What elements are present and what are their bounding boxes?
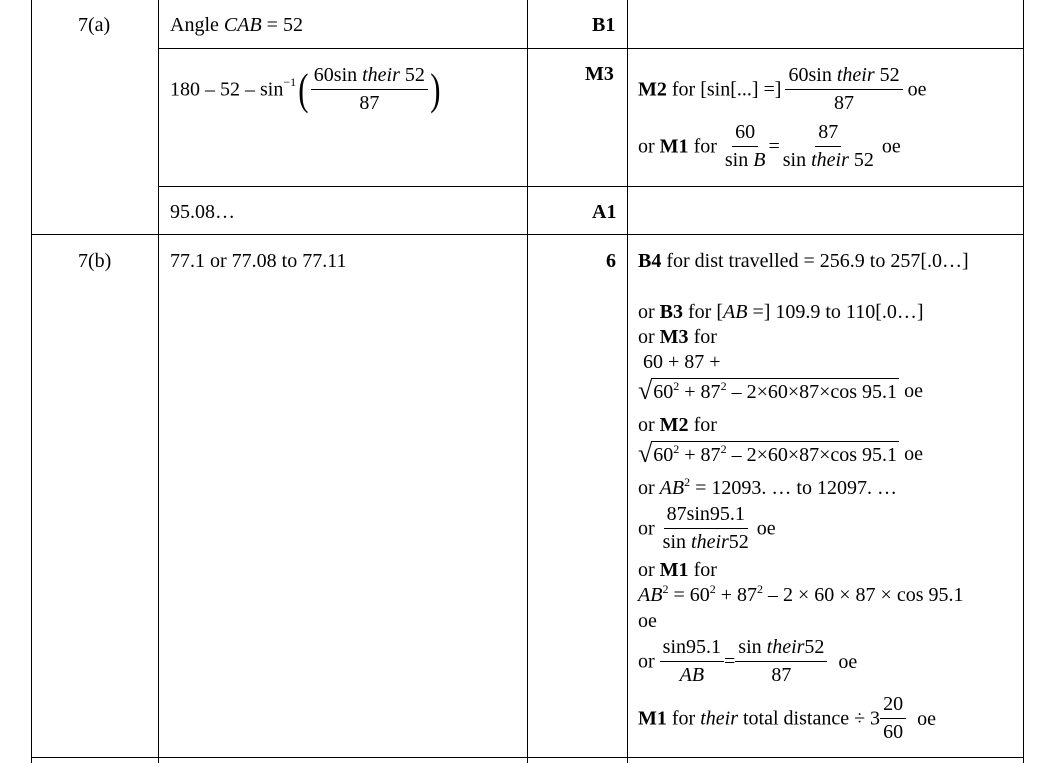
guidance-text: or: [638, 326, 660, 348]
oe-text: oe: [881, 135, 901, 158]
frac-den: 60: [883, 721, 904, 743]
oe-text: oe: [907, 78, 927, 101]
guidance-text: for: [688, 326, 717, 348]
grid-line: [627, 0, 628, 763]
guidance-text: = 60: [668, 584, 710, 606]
sqrt-term: – 2×60×87×cos 95.1: [726, 444, 898, 466]
sqrt-term: + 87: [679, 381, 721, 403]
fraction: [660, 503, 752, 554]
mark-code: M3: [585, 63, 614, 85]
sqrt-term: + 87: [679, 444, 721, 466]
sqrt-term: 60: [653, 381, 674, 403]
frac-num: sin: [738, 636, 767, 658]
frac-num: 87sin95.1: [664, 503, 748, 529]
superscript: 2: [709, 582, 716, 596]
answer-cell: 77.1 or 77.08 to 77.11: [170, 250, 347, 272]
guidance-var: AB: [723, 301, 748, 323]
guidance-text: for dist travelled = 256.9 to 257[.0…]: [661, 250, 969, 272]
superscript: 2: [757, 582, 763, 596]
oe-text: oe: [638, 610, 657, 632]
fraction: [660, 636, 724, 687]
frac-num-their: their: [836, 64, 875, 86]
grid-line: [31, 234, 1024, 235]
frac-num: 60: [732, 121, 758, 147]
fraction: [780, 121, 877, 172]
guidance-line: [638, 441, 923, 467]
guidance-text: + 87: [715, 584, 757, 606]
guidance-text: for: [688, 559, 717, 581]
frac-den-their: their: [811, 149, 849, 171]
guidance-text: or: [638, 517, 655, 540]
bracket: (: [298, 64, 309, 114]
grid-line: [158, 186, 1024, 187]
grid-line: [527, 0, 528, 763]
mark-code: B3: [659, 301, 684, 323]
oe-text: oe: [904, 380, 923, 402]
fraction: [880, 693, 906, 744]
frac-num: sin95.1: [660, 636, 724, 662]
frac-den: sin: [662, 531, 692, 553]
guidance-line: [638, 636, 857, 687]
superscript: 2: [684, 475, 691, 489]
guidance-line: [638, 64, 927, 115]
guidance-text: or: [638, 650, 655, 673]
mark-code: A1: [592, 201, 617, 223]
question-label: 7(a): [78, 14, 111, 36]
guidance-line: [638, 560, 717, 580]
superscript: 2: [673, 442, 680, 456]
superscript: 2: [673, 379, 680, 393]
mark-code: M2: [638, 78, 667, 101]
answer-text: = 52: [261, 14, 303, 36]
equals-sign: =: [724, 650, 736, 673]
grid-line: [158, 48, 1024, 49]
guidance-text: =] 109.9 to 110[.0…]: [747, 301, 924, 323]
sqrt-term: – 2×60×87×cos 95.1: [726, 381, 898, 403]
guidance-var: AB: [638, 584, 663, 606]
frac-den: 87: [834, 92, 855, 114]
question-label: 7(b): [78, 250, 112, 272]
guidance-line: [638, 503, 776, 554]
guidance-text: for: [688, 414, 717, 436]
frac-num: 52: [874, 64, 900, 86]
frac-den-var: B: [753, 149, 766, 171]
equals-sign: =: [768, 135, 780, 158]
superscript: 2: [720, 379, 727, 393]
mark-code: M3: [659, 326, 689, 348]
square-root: √ $60^2 + 87^2 - 2\times 60\times 87\times\cos$ 95.1: [638, 439, 898, 468]
mark-code: M1: [659, 559, 689, 581]
guidance-line: [638, 415, 717, 435]
frac-den: 87: [359, 92, 380, 114]
superscript: 2: [720, 442, 727, 456]
answer-sup: −1: [283, 75, 297, 90]
frac-num: 60sin: [313, 64, 363, 86]
mark-code: M1: [659, 135, 689, 158]
mark-code: 6: [606, 250, 616, 272]
guidance-line: [638, 582, 964, 606]
frac-num: 20: [880, 693, 906, 719]
answer-text: Angle: [170, 14, 224, 36]
sqrt-term: 60: [653, 444, 674, 466]
guidance-line: [638, 475, 897, 499]
guidance-line: 60 + 87 +: [643, 351, 721, 373]
oe-text: oe: [917, 707, 936, 730]
frac-den: sin: [724, 149, 754, 171]
fraction: [311, 64, 428, 115]
guidance-var: AB: [659, 477, 685, 499]
frac-den-their: their: [691, 531, 729, 553]
answer-cell: 95.08…: [170, 201, 235, 223]
frac-den-var: AB: [679, 664, 705, 686]
guidance-line: [638, 251, 969, 271]
mark-code: M1: [638, 707, 667, 730]
mark-code: B4: [638, 250, 662, 272]
answer-cell: [170, 15, 303, 35]
frac-den: 87: [771, 664, 792, 686]
guidance-text: = 12093. … to 12097. …: [690, 477, 897, 499]
guidance-line: [638, 121, 901, 172]
guidance-line: [638, 693, 936, 744]
guidance-line: [638, 327, 717, 347]
fraction: [722, 121, 769, 172]
grid-line: [31, 757, 1024, 758]
guidance-text: total distance ÷ 3: [738, 707, 881, 730]
guidance-line: [638, 378, 923, 404]
oe-text: oe: [756, 517, 776, 540]
frac-den: sin: [782, 149, 812, 171]
grid-line: [158, 0, 159, 763]
guidance-text: for: [666, 707, 701, 730]
guidance-text: – 2 × 60 × 87 × cos 95.1: [763, 584, 964, 606]
fraction: [735, 636, 827, 687]
frac-num-their: their: [362, 64, 400, 86]
bracket: ): [430, 64, 441, 114]
guidance-text: or: [638, 559, 660, 581]
answer-text: 180 – 52 – sin: [170, 78, 284, 101]
guidance-text: or: [638, 301, 660, 323]
answer-cell: [170, 64, 443, 115]
oe-text: oe: [838, 650, 858, 673]
guidance-text: for [sin[...] =]: [666, 78, 782, 101]
superscript: 2: [662, 582, 669, 596]
guidance-text: for: [688, 135, 717, 158]
grid-line: [1023, 0, 1024, 763]
answer-var: CAB: [223, 14, 262, 36]
frac-num: 52: [804, 636, 825, 658]
guidance-text: for [: [683, 301, 723, 323]
guidance-text: or: [638, 414, 660, 436]
frac-num-their: their: [766, 636, 805, 658]
guidance-text: or: [638, 477, 660, 499]
square-root: √ $60^2 + 87^2 - 2\times 60\times 87\times\cos$ 95.1: [638, 376, 898, 405]
frac-num: 87: [815, 121, 841, 147]
mark-code: M2: [659, 414, 689, 436]
guidance-line: [638, 302, 924, 322]
frac-den: 52: [848, 149, 874, 171]
frac-num: 52: [399, 64, 425, 86]
frac-den: 52: [728, 531, 749, 553]
guidance-their: their: [700, 707, 738, 730]
fraction: [785, 64, 902, 115]
frac-num: 60sin: [788, 64, 837, 86]
grid-line: [31, 0, 32, 763]
mark-code: B1: [592, 14, 616, 36]
oe-text: oe: [904, 443, 923, 465]
guidance-text: or: [638, 135, 660, 158]
